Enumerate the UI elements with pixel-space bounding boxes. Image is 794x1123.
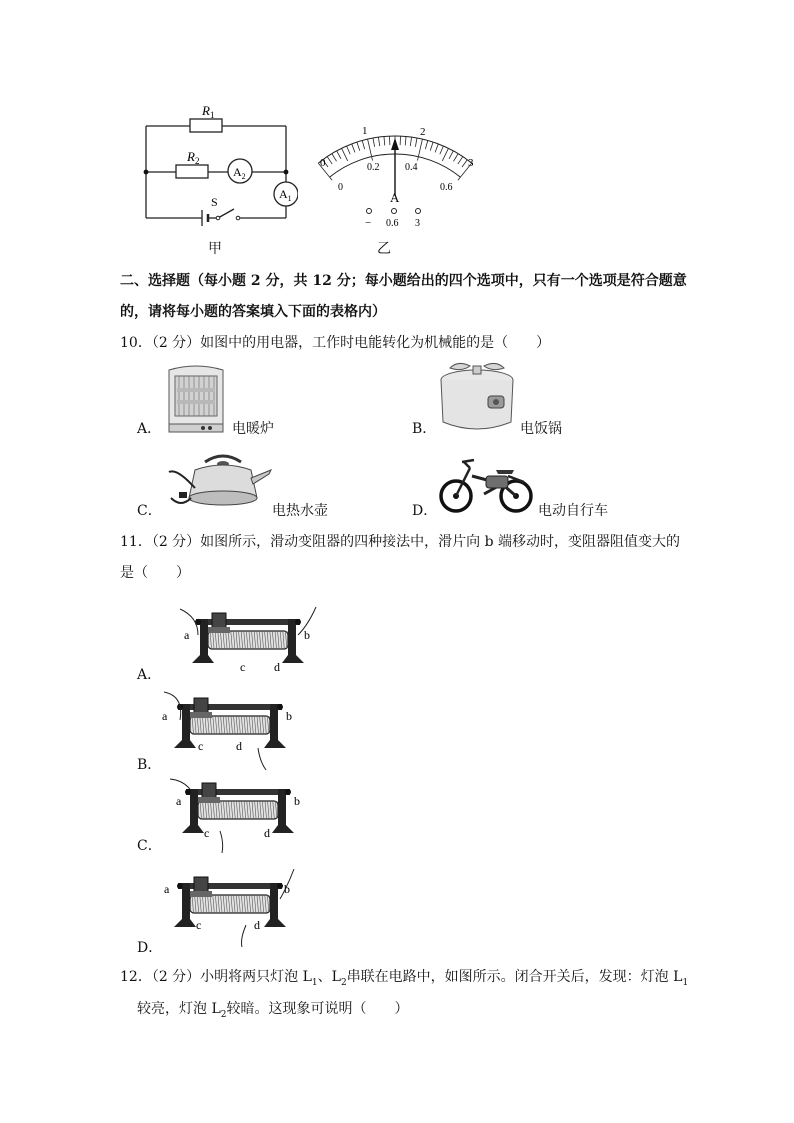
terminal-3: 3	[415, 218, 420, 229]
rheostat-terminal-b: b	[294, 794, 300, 808]
ammeter-a2-label: $A_2$	[233, 165, 246, 181]
q10-option-b-letter[interactable]: B．	[412, 421, 437, 437]
section2-heading-line1: 二、选择题（每小题 2 分，共 12 分；每小题给出的四个选项中，只有一个选项是符合题意	[120, 273, 687, 289]
rheostat-option-b	[160, 690, 310, 772]
terminal-0-6: 0.6	[386, 218, 399, 229]
meter-caption: 乙	[377, 241, 391, 257]
q11-option-a-letter[interactable]: A．	[137, 667, 162, 683]
ammeter-dial	[305, 118, 485, 233]
q10-option-c-letter[interactable]: C．	[137, 503, 162, 519]
dial-outer-tick-3: 3	[468, 157, 474, 169]
dial-outer-tick-2: 2	[420, 126, 426, 138]
r1-label: $R_1$	[202, 103, 215, 120]
rheostat-terminal-c: c	[196, 918, 202, 932]
rheostat-terminal-d: d	[274, 660, 280, 674]
q10-option-c-label: 电热水壶	[272, 503, 328, 519]
r2-label: $R_2$	[187, 149, 200, 166]
q11-stem-line1: 11．（2 分）如图所示，滑动变阻器的四种接法中，滑片向 b 端移动时，变阻器阻值变大的	[120, 534, 681, 550]
q10-option-a-label: 电暖炉	[232, 421, 274, 437]
electric-kettle-image	[165, 448, 275, 510]
rice-cooker-image	[436, 358, 518, 436]
dial-outer-tick-1: 1	[362, 125, 368, 137]
rheostat-terminal-c: c	[198, 739, 204, 753]
dial-inner-tick-3: 0.6	[440, 182, 453, 193]
circuit-diagram	[138, 98, 298, 226]
dial-inner-tick-0: 0	[338, 182, 343, 193]
rheostat-terminal-d: d	[236, 739, 242, 753]
rheostat-terminal-a: a	[184, 628, 190, 642]
switch-label: S	[211, 195, 218, 209]
dial-inner-tick-2: 0.4	[405, 162, 418, 173]
rheostat-terminal-d: d	[254, 918, 260, 932]
rheostat-option-d	[160, 865, 310, 947]
rheostat-terminal-d: d	[264, 826, 270, 840]
rheostat-terminal-b: b	[304, 628, 310, 642]
section2-heading-line2: 的，请将每小题的答案填入下面的表格内）	[120, 304, 386, 320]
rheostat-terminal-b: b	[284, 882, 290, 896]
q12-stem-line1: 12．（2 分）小明将两只灯泡 $L_1$、$L_2$串联在电路中，如图所示。闭合开关后，发现：灯泡 $L_1$	[120, 969, 689, 988]
dial-outer-tick-0: 0	[320, 157, 326, 169]
q10-option-a-letter[interactable]: A．	[137, 421, 162, 437]
heater-image	[163, 362, 229, 434]
q10-option-d-label: 电动自行车	[538, 503, 608, 519]
rheostat-terminal-a: a	[164, 882, 170, 896]
q10-option-d-letter[interactable]: D．	[412, 503, 438, 519]
terminal-negative: −	[365, 217, 372, 229]
q11-option-b-letter[interactable]: B．	[137, 757, 162, 773]
rheostat-terminal-a: a	[162, 709, 168, 723]
q11-stem-line2: 是（ ）	[120, 565, 190, 581]
rheostat-terminal-c: c	[204, 826, 210, 840]
dial-unit: A	[390, 190, 400, 205]
rheostat-terminal-a: a	[176, 794, 182, 808]
circuit-caption: 甲	[208, 241, 222, 257]
dial-inner-tick-1: 0.2	[367, 162, 380, 173]
rheostat-option-c	[168, 775, 318, 853]
rheostat-terminal-c: c	[240, 660, 246, 674]
q10-option-b-label: 电饭锅	[520, 421, 562, 437]
q12-stem-line2: 较亮，灯泡 $L_2$较暗。这现象可说明（ ）	[137, 1001, 409, 1020]
q11-option-d-letter[interactable]: D．	[137, 940, 163, 956]
electric-bicycle-image	[436, 454, 536, 514]
rheostat-option-a	[178, 605, 328, 683]
q10-stem: 10．（2 分）如图中的用电器，工作时电能转化为机械能的是（ ）	[120, 335, 551, 351]
ammeter-a1-label: $A_1$	[279, 187, 292, 203]
q11-option-c-letter[interactable]: C．	[137, 838, 162, 854]
rheostat-terminal-b: b	[286, 709, 292, 723]
